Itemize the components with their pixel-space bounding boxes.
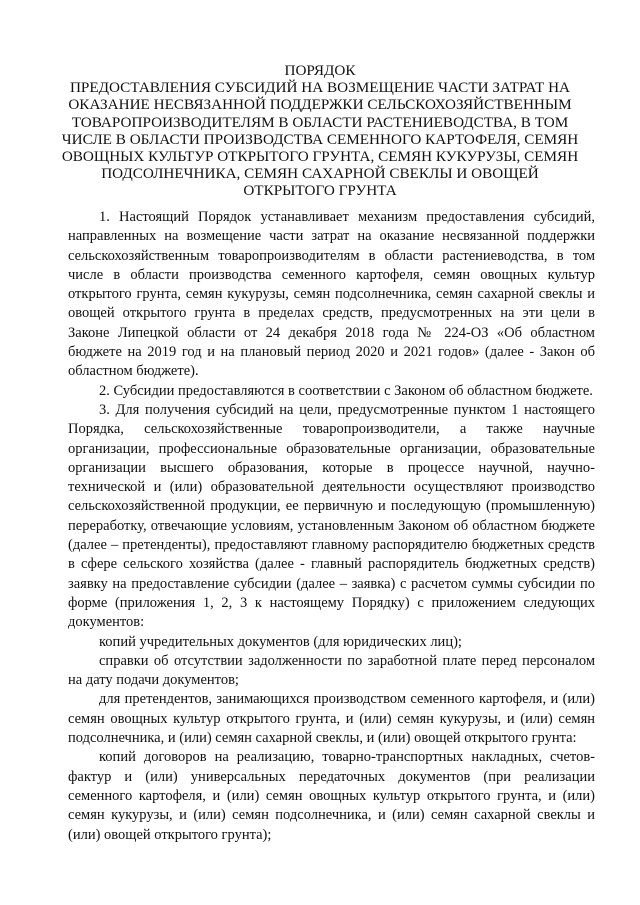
title-line: ОВОЩНЫХ КУЛЬТУР ОТКРЫТОГО ГРУНТА, СЕМЯН КУКУРУЗЫ, СЕМЯН: [61, 148, 579, 166]
title-line: ТОВАРОПРОИЗВОДИТЕЛЯМ В ОБЛАСТИ РАСТЕНИЕВОДСТВА, В ТОМ: [71, 113, 569, 131]
document-list-item: для претендентов, занимающихся производством семенного картофеля, и (или) семян овощных культур открытого грунта, и (или) семян кукурузы, и (или) семян подсолнечника, и (или) семян сахарной свеклы, и (или) овощей открытого грунта:: [68, 691, 595, 747]
paragraph-2: 2. Субсидии предоставляются в соответствии с Законом об областном бюджете.: [99, 382, 593, 399]
document-list-item: копий договоров на реализацию, товарно-транспортных накладных, счетов-фактур и (или) универсальных передаточных документов (при реализации семенного картофеля, и (или) семян овощных культур открытого грунта, и (или) семян кукурузы, и (или) семян подсолнечника, и (или) семян сахарной свеклы и (или) овощей открытого грунта);: [68, 749, 595, 843]
title-line: ПОДСОЛНЕЧНИКА, СЕМЯН САХАРНОЙ СВЕКЛЫ И ОВОЩЕЙ: [101, 165, 539, 183]
title-line: ЧИСЛЕ В ОБЛАСТИ ПРОИЗВОДСТВА СЕМЕННОГО КАРТОФЕЛЯ, СЕМЯН: [61, 130, 579, 148]
title-line: ПОРЯДОК: [284, 62, 356, 79]
document-list-item: копий учредительных документов (для юридических лиц);: [99, 633, 462, 650]
title-line: ОТКРЫТОГО ГРУНТА: [243, 182, 397, 200]
paragraph-3: 3. Для получения субсидий на цели, предусмотренные пунктом 1 настоящего Порядка, сельскохозяйственные товаропроизводители, а также научные организации, профессиональные образовательные организации, образовательные организации высшего образования, которые в процессе научной, научно-технической и (или) образовательной деятельности осуществляют производство сельскохозяйственной продукции, ее первичную и последующую (промышленную) переработку, отвечающие условиям, установленным Законом об областном бюджете (далее – претенденты), предоставляют главному распорядителю бюджетных средств в сфере сельского хозяйства (далее - главный распорядитель бюджетных средств) заявку на предоставление субсидии (далее – заявка) с расчетом суммы субсидии по форме (приложения 1, 2, 3 к настоящему Порядку) с приложением следующих документов:: [68, 401, 595, 631]
document-body: [68, 208, 595, 845]
document-list-item: справки об отсутствии задолженности по заработной плате перед персоналом на дату подачи документов;: [68, 652, 595, 689]
title-line: ПРЕДОСТАВЛЕНИЯ СУБСИДИЙ НА ВОЗМЕЩЕНИЕ ЧАСТИ ЗАТРАТ НА: [69, 79, 571, 97]
title-line: ОКАЗАНИЕ НЕСВЯЗАННОЙ ПОДДЕРЖКИ СЕЛЬСКОХОЗЯЙСТВЕННЫМ: [68, 96, 572, 114]
document-title: [50, 62, 590, 200]
paragraph-1: 1. Настоящий Порядок устанавливает механизм предоставления субсидий, направленных на возмещение части затрат на оказание несвязанной поддержки сельскохозяйственным товаропроизводителям в области растениеводства, в том числе в области производства семенного картофеля, семян овощных культур открытого грунта, семян кукурузы, семян подсолнечника, семян сахарной свеклы и овощей открытого грунта в пределах средств, предусмотренных на эти цели в Законе Липецкой области от 24 декабря 2018 года № 224-ОЗ «Об областном бюджете на 2019 год и на плановый период 2020 и 2021 годов» (далее - Закон об областном бюджете).: [68, 209, 595, 380]
